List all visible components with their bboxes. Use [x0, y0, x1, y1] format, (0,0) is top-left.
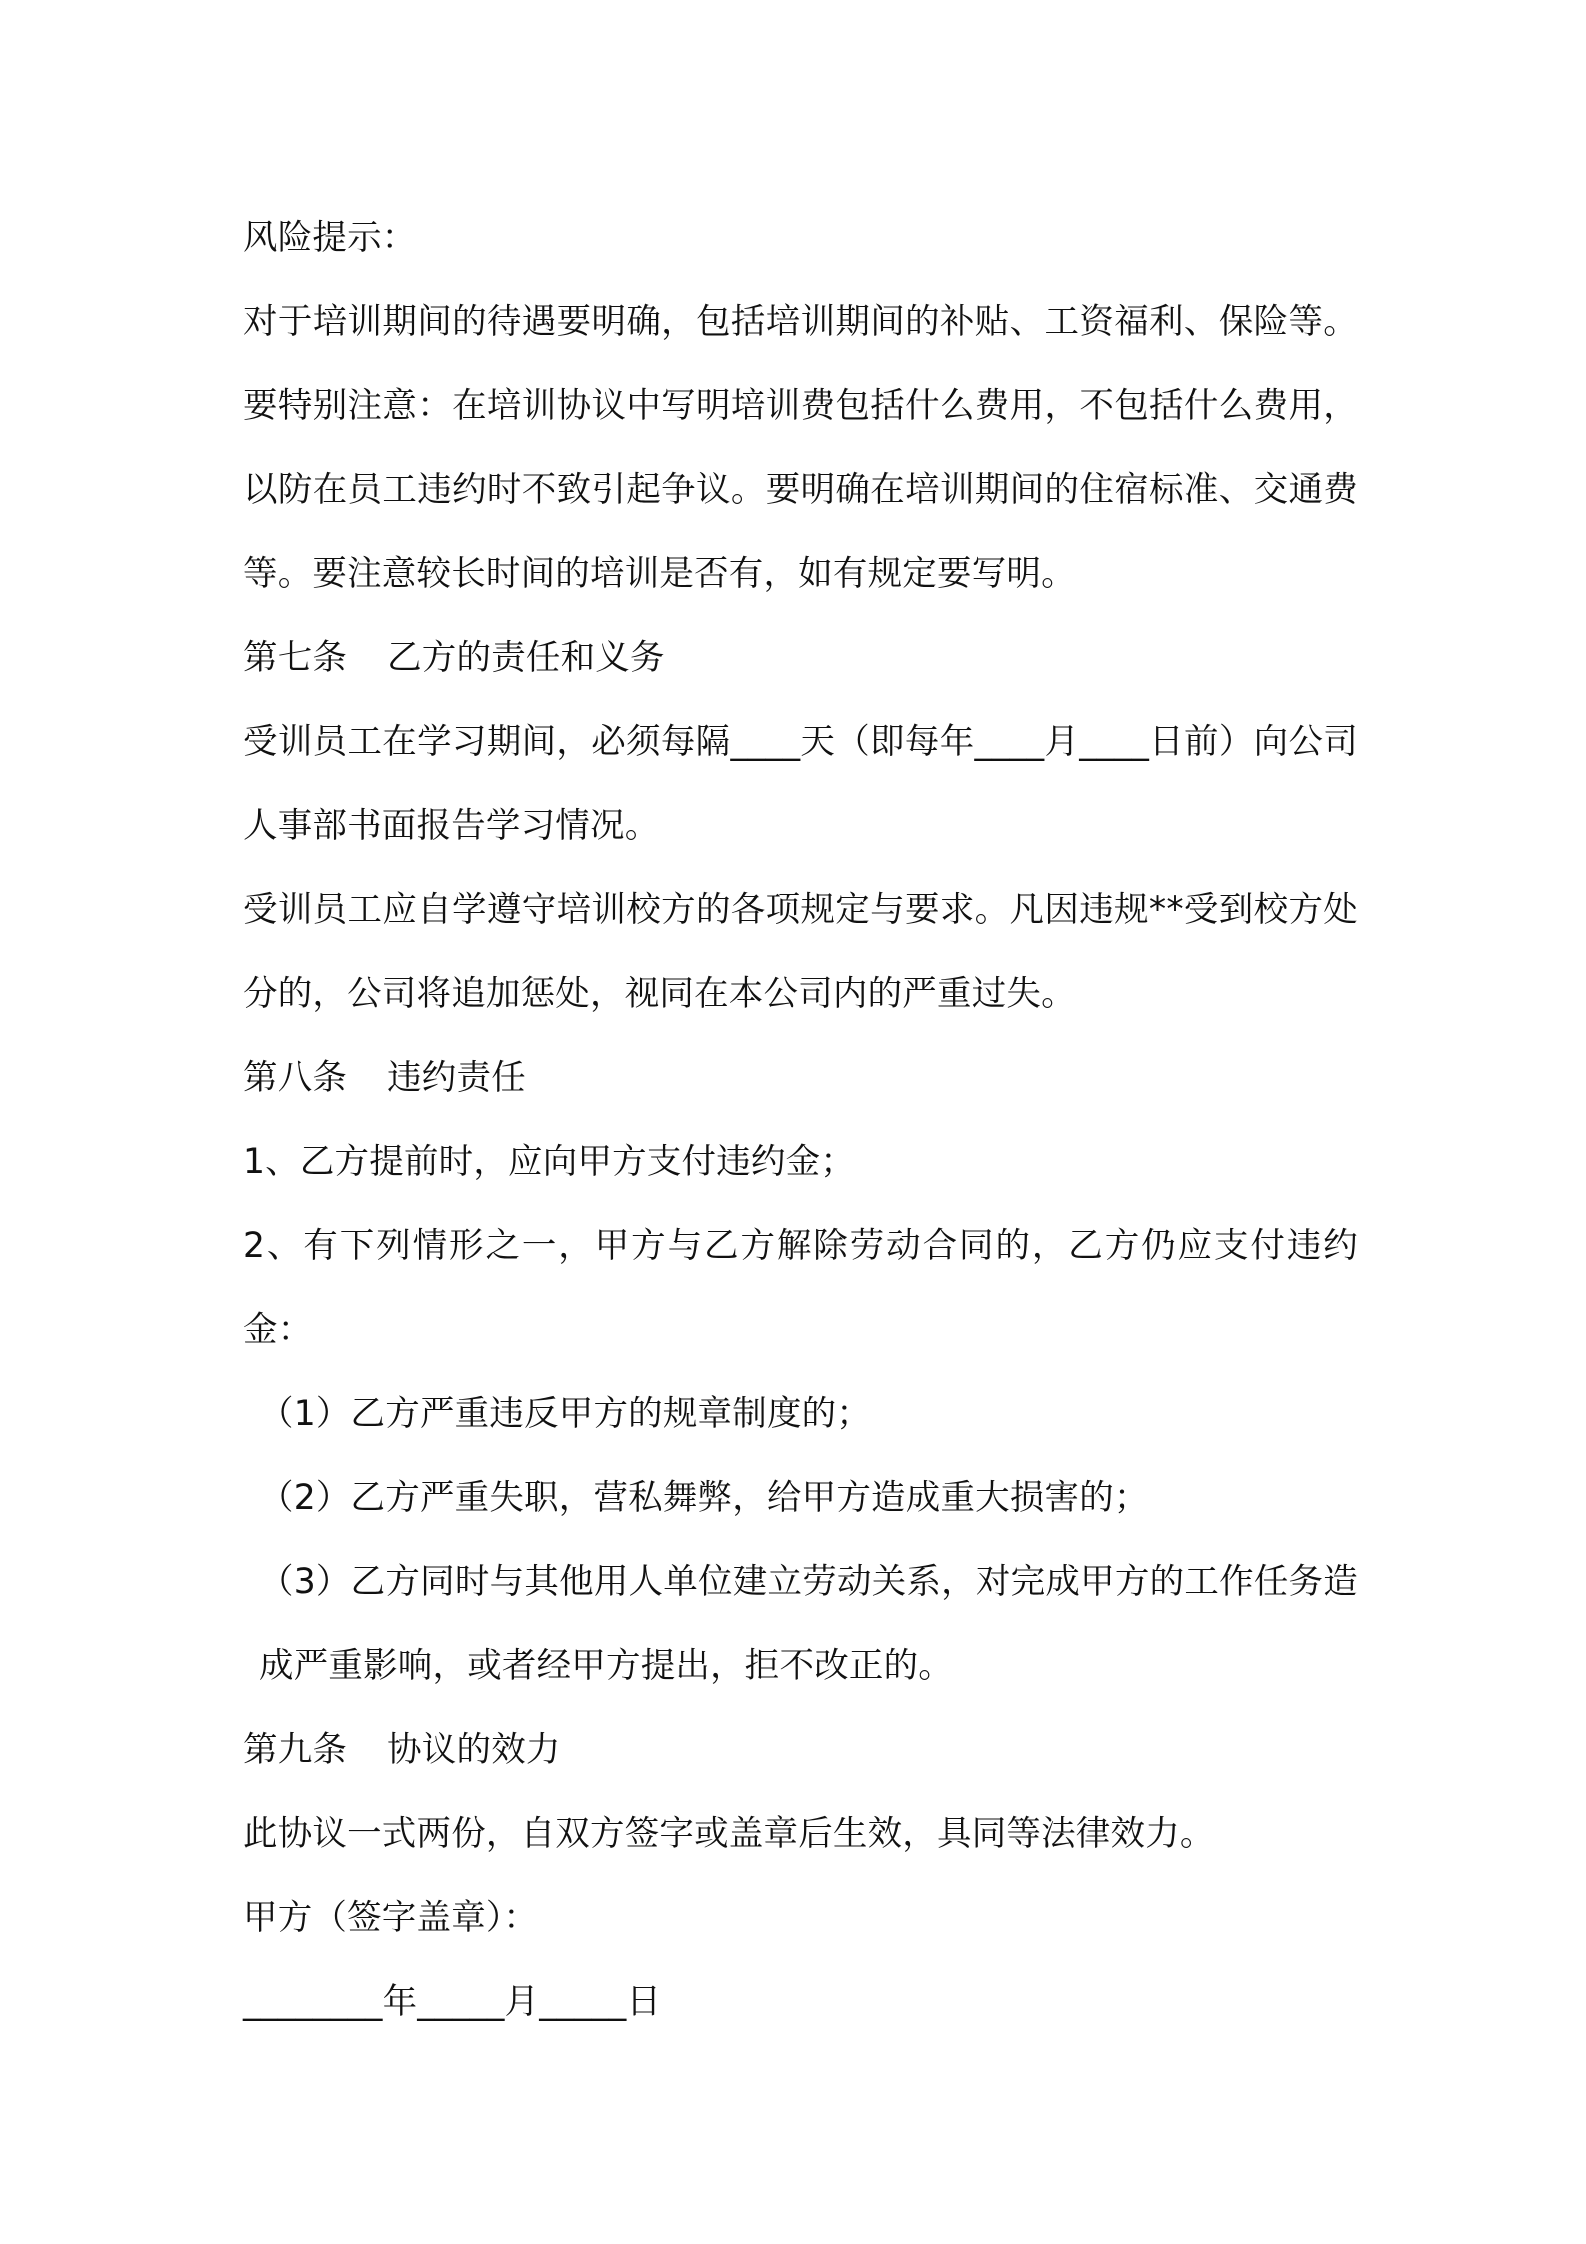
- article-7-paragraph-2: 受训员工应自学遵守培训校方的各项规定与要求。凡因违规**受到校方处分的，公司将追加惩处，视同在本公司内的严重过失。: [243, 890, 1358, 1014]
- article-7-heading: [243, 616, 1358, 700]
- article-8-title: 违约责任: [387, 1058, 526, 1098]
- article-9-number: 第九条: [243, 1730, 348, 1770]
- article-8-item-2: 2、有下列情形之一，甲方与乙方解除劳动合同的，乙方仍应支付违约金：: [243, 1226, 1358, 1350]
- risk-tip-body: 对于培训期间的待遇要明确，包括培训期间的补贴、工资福利、保险等。要特别注意：在培训协议中写明培训费包括什么费用，不包括什么费用，以防在员工违约时不致引起争议。要明确在培训期间的住宿标准、交通费等。要注意较长时间的培训是否有，如有规定要写明。: [243, 302, 1358, 594]
- article-9-title: 协议的效力: [387, 1730, 561, 1770]
- party-a-signature-label: 甲方（签字盖章）：: [243, 1898, 539, 1938]
- article-8-subitem-2: （2）乙方严重失职，营私舞弊，给甲方造成重大损害的；: [259, 1478, 1149, 1518]
- article-8-subitem-1: （1）乙方严重违反甲方的规章制度的；: [259, 1394, 872, 1434]
- article-7-paragraph-1: 受训员工在学习期间，必须每隔____天（即每年____月____日前）向公司人事部书面报告学习情况。: [243, 722, 1358, 846]
- article-8-subitem-3: （3）乙方同时与其他用人单位建立劳动关系，对完成甲方的工作任务造成严重影响，或者经甲方提出，拒不改正的。: [259, 1562, 1358, 1686]
- document-body: [243, 196, 1358, 2044]
- signature-date-line: ________年_____月_____日: [243, 1982, 662, 2022]
- article-7-number: 第七条: [243, 638, 348, 678]
- article-8-heading: [243, 1036, 1358, 1120]
- article-8-item-1: 1、乙方提前时，应向甲方支付违约金；: [243, 1142, 856, 1182]
- article-8-number: 第八条: [243, 1058, 348, 1098]
- article-9-paragraph-1: 此协议一式两份，自双方签字或盖章后生效，具同等法律效力。: [243, 1814, 1215, 1854]
- article-7-title: 乙方的责任和义务: [387, 638, 665, 678]
- risk-tip-heading: 风险提示：: [243, 218, 417, 258]
- article-9-heading: [243, 1708, 1358, 1792]
